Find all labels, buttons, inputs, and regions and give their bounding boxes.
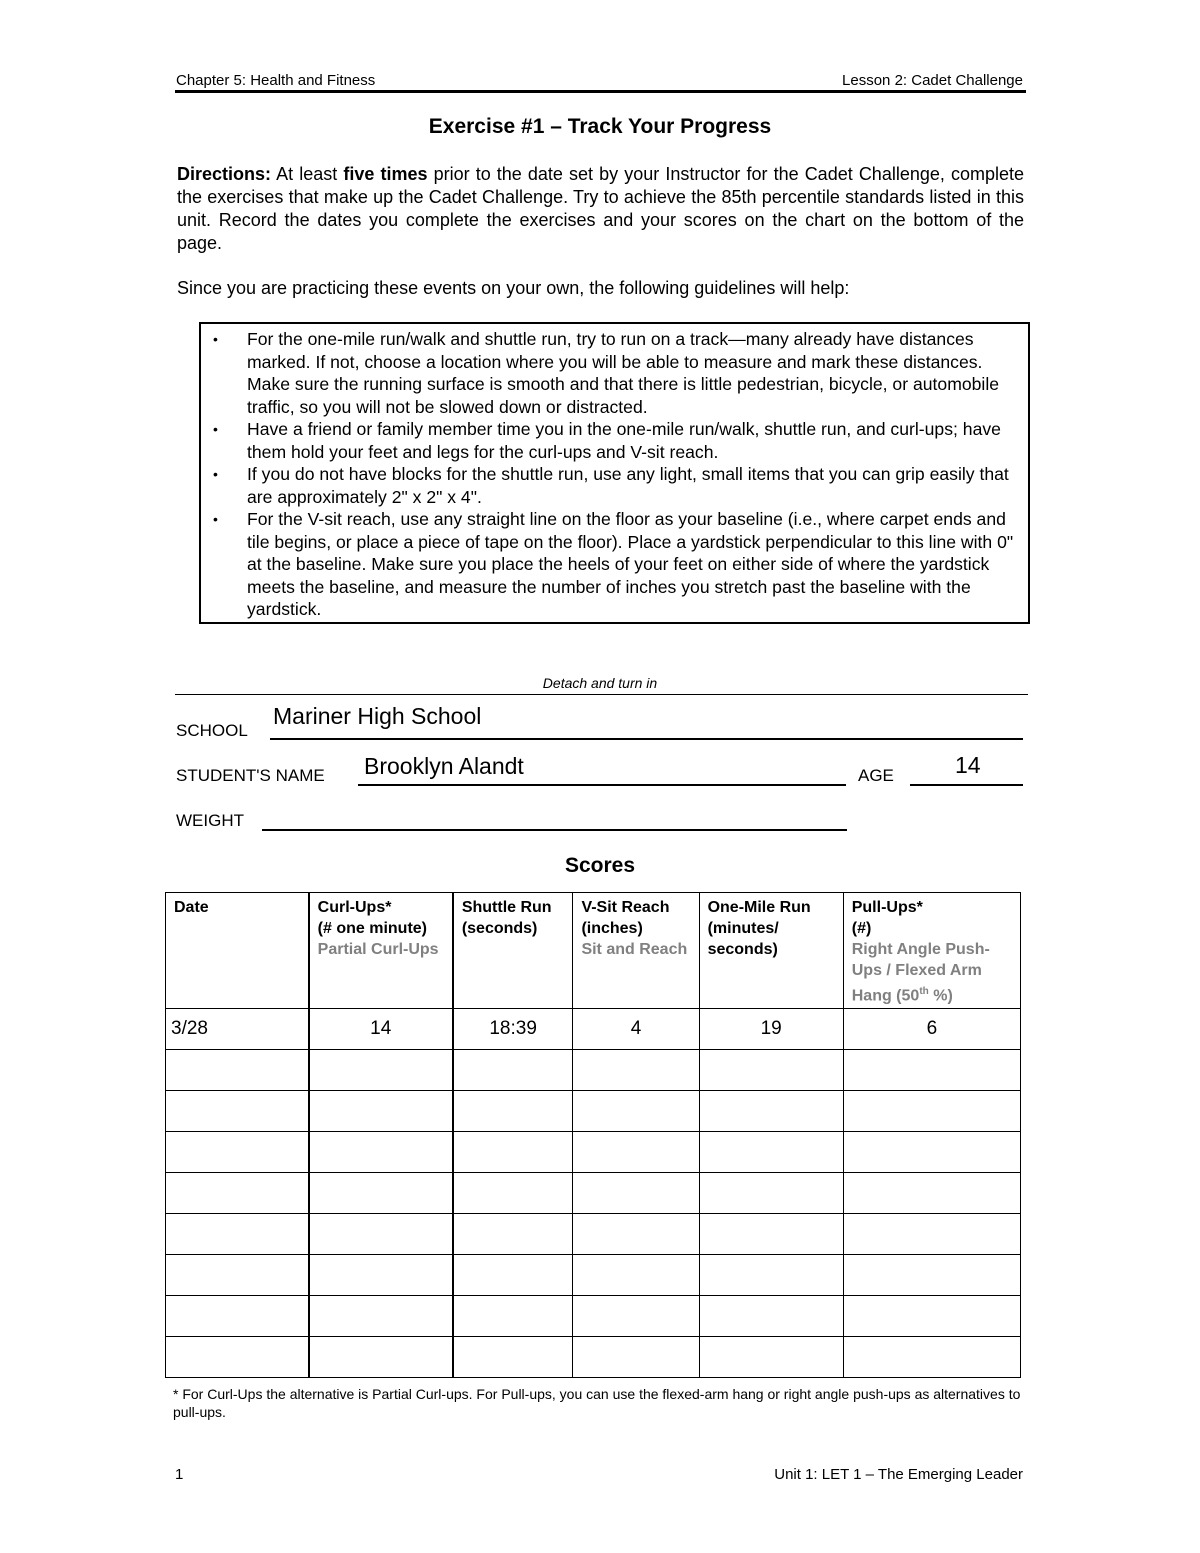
score-cell[interactable] [699, 1337, 843, 1378]
column-header-v-sit-reach [573, 893, 699, 1009]
score-cell[interactable] [843, 1337, 1020, 1378]
score-row [166, 1255, 1021, 1296]
score-cell[interactable] [166, 1091, 309, 1132]
column-header-sub [852, 939, 1014, 1006]
column-header-shuttle-run [453, 893, 573, 1009]
header-rule [175, 90, 1026, 93]
score-row [166, 1050, 1021, 1091]
score-cell[interactable] [573, 1132, 699, 1173]
score-cell[interactable] [843, 1091, 1020, 1132]
bullet-icon: • [213, 466, 218, 482]
guidelines-list [201, 324, 1028, 621]
school-value[interactable]: Mariner High School [273, 703, 482, 729]
school-field-line [270, 738, 1023, 740]
score-cell[interactable] [843, 1132, 1020, 1173]
page-number: 1 [175, 1466, 184, 1483]
score-cell[interactable]: 3/28 [166, 1009, 309, 1050]
score-cell[interactable] [699, 1050, 843, 1091]
header-chapter: Chapter 5: Health and Fitness [176, 72, 376, 89]
column-header-sub-text: Right Angle Push-Ups / Flexed Arm Hang (50 [851, 941, 990, 1005]
score-cell[interactable]: 14 [309, 1009, 453, 1050]
score-row [166, 1296, 1021, 1337]
directions-text-2: prior to the date set by your Instructor for the Cadet Challenge, complete the exercises that make up the Cadet Challenge. Try to achieve the 85th percentile standards listed in this unit. Record the dates you complete the exercises and your scores on the chart on the bottom of the page. [177, 164, 1025, 253]
student-name-field-line [358, 784, 846, 786]
column-header-curl-ups [309, 893, 453, 1009]
score-cell[interactable] [573, 1091, 699, 1132]
detach-label: Detach and turn in [542, 675, 658, 691]
score-cell[interactable] [573, 1337, 699, 1378]
guideline-text: If you do not have blocks for the shuttle run, use any light, small items that you can grip easily that are approximately 2" x 2" x 4". [247, 464, 1009, 507]
score-cell[interactable] [166, 1173, 309, 1214]
column-header-sub-sup: th [919, 986, 929, 997]
score-cell[interactable] [453, 1337, 573, 1378]
score-cell[interactable] [843, 1214, 1020, 1255]
score-cell[interactable] [309, 1296, 453, 1337]
column-header-main: Date [174, 899, 209, 916]
score-cell[interactable] [699, 1173, 843, 1214]
footer-unit: Unit 1: LET 1 – The Emerging Leader [774, 1466, 1023, 1483]
bullet-icon: • [213, 511, 218, 527]
column-header-sub-tail: %) [928, 987, 953, 1005]
age-field-line [910, 784, 1023, 786]
guideline-item [201, 463, 1020, 508]
score-row [166, 1337, 1021, 1378]
score-cell[interactable] [843, 1173, 1020, 1214]
column-header-one-mile-run [699, 893, 843, 1009]
directions-emphasis: five times [343, 164, 428, 184]
score-cell[interactable] [166, 1296, 309, 1337]
score-cell[interactable] [166, 1214, 309, 1255]
score-cell[interactable] [309, 1214, 453, 1255]
score-cell[interactable] [699, 1214, 843, 1255]
scores-table [165, 892, 1021, 1378]
guideline-text: Have a friend or family member time you in the one-mile run/walk, shuttle run, and curl-ups; have them hold your feet and legs for the curl-ups and V-sit reach. [247, 419, 1001, 462]
score-cell[interactable] [699, 1296, 843, 1337]
score-row [166, 1091, 1021, 1132]
school-label: SCHOOL [176, 721, 248, 740]
score-cell[interactable] [453, 1050, 573, 1091]
directions-text-1: At least [271, 164, 344, 184]
score-cell[interactable] [699, 1255, 843, 1296]
column-header-main: Pull-Ups* (#) [851, 899, 923, 937]
score-cell[interactable]: 19 [699, 1009, 843, 1050]
score-cell[interactable] [573, 1173, 699, 1214]
score-cell[interactable] [843, 1296, 1020, 1337]
score-cell[interactable] [166, 1337, 309, 1378]
guideline-text: For the V-sit reach, use any straight line on the floor as your baseline (i.e., where carpet ends and tile begins, or place a piece of tape on the floor). Place a yardstick perpendicular to this line with 0" at the baseline. Make sure you place the heels of your feet on either side of where the yardstick meets the baseline, and measure the number of inches you stretch past the baseline with the yardstick. [247, 509, 1014, 619]
score-cell[interactable] [699, 1091, 843, 1132]
page-title: Exercise #1 – Track Your Progress [428, 115, 772, 138]
bullet-icon: • [213, 331, 218, 347]
detach-line [175, 694, 1028, 695]
student-name-label: STUDENT'S NAME [176, 766, 325, 785]
column-header-date [166, 893, 309, 1009]
bullet-icon: • [213, 421, 218, 437]
scores-header-row [166, 893, 1021, 1009]
column-header-sub: Partial Curl-Ups [317, 941, 439, 958]
directions-paragraph [177, 163, 1024, 255]
column-header-pull-ups [843, 893, 1020, 1009]
weight-field-line [262, 829, 847, 831]
footnote: * For Curl-Ups the alternative is Partial Curl-ups. For Pull-ups, you can use the flexed-arm hang or right angle push-ups as alternatives to pull-ups. [173, 1386, 1021, 1420]
score-cell[interactable]: 18:39 [453, 1009, 573, 1050]
score-cell[interactable] [309, 1132, 453, 1173]
guidelines-box [199, 322, 1030, 624]
header-lesson: Lesson 2: Cadet Challenge [842, 72, 1023, 89]
column-header-main: Shuttle Run (seconds) [461, 899, 552, 937]
scores-body [166, 1009, 1021, 1378]
score-cell[interactable] [166, 1050, 309, 1091]
score-cell[interactable] [309, 1337, 453, 1378]
score-cell[interactable]: 4 [573, 1009, 699, 1050]
guidelines-intro: Since you are practicing these events on your own, the following guidelines will help: [177, 278, 850, 298]
score-cell[interactable] [453, 1255, 573, 1296]
age-value[interactable]: 14 [955, 752, 981, 778]
column-header-sub: Sit and Reach [581, 941, 688, 958]
score-row [166, 1173, 1021, 1214]
score-cell[interactable] [453, 1132, 573, 1173]
score-cell[interactable] [573, 1050, 699, 1091]
score-cell[interactable] [309, 1050, 453, 1091]
score-cell[interactable] [699, 1132, 843, 1173]
score-cell[interactable] [453, 1296, 573, 1337]
score-cell[interactable] [309, 1173, 453, 1214]
score-row [166, 1009, 1021, 1050]
score-cell[interactable] [166, 1255, 309, 1296]
directions-label: Directions: [177, 164, 272, 184]
guideline-text: For the one-mile run/walk and shuttle run, try to run on a track—many already have distances marked. If not, choose a location where you will be able to measure and mark these distances. Make sure the running surface is smooth and that there is little pedestrian, bicycle, or automobile traffic, so you will not be slowed down or distracted. [247, 329, 1000, 417]
score-cell[interactable]: 6 [843, 1009, 1020, 1050]
column-header-main: Curl-Ups* (# one minute) [317, 899, 427, 937]
score-row [166, 1214, 1021, 1255]
score-cell[interactable] [843, 1050, 1020, 1091]
guideline-item [201, 418, 1020, 463]
scores-title: Scores [564, 854, 636, 877]
column-header-main: One-Mile Run (minutes/ seconds) [707, 899, 811, 958]
score-cell[interactable] [453, 1214, 573, 1255]
score-cell[interactable] [573, 1255, 699, 1296]
guideline-item [201, 328, 1020, 418]
score-cell[interactable] [309, 1091, 453, 1132]
guideline-item [201, 508, 1020, 621]
score-cell[interactable] [573, 1296, 699, 1337]
score-cell[interactable] [453, 1091, 573, 1132]
score-cell[interactable] [453, 1173, 573, 1214]
age-label: AGE [858, 766, 894, 785]
score-cell[interactable] [166, 1132, 309, 1173]
student-name-value[interactable]: Brooklyn Alandt [364, 753, 524, 779]
score-cell[interactable] [309, 1255, 453, 1296]
score-cell[interactable] [843, 1255, 1020, 1296]
weight-label: WEIGHT [176, 811, 244, 830]
column-header-main: V-Sit Reach (inches) [581, 899, 670, 937]
score-cell[interactable] [573, 1214, 699, 1255]
score-row [166, 1132, 1021, 1173]
